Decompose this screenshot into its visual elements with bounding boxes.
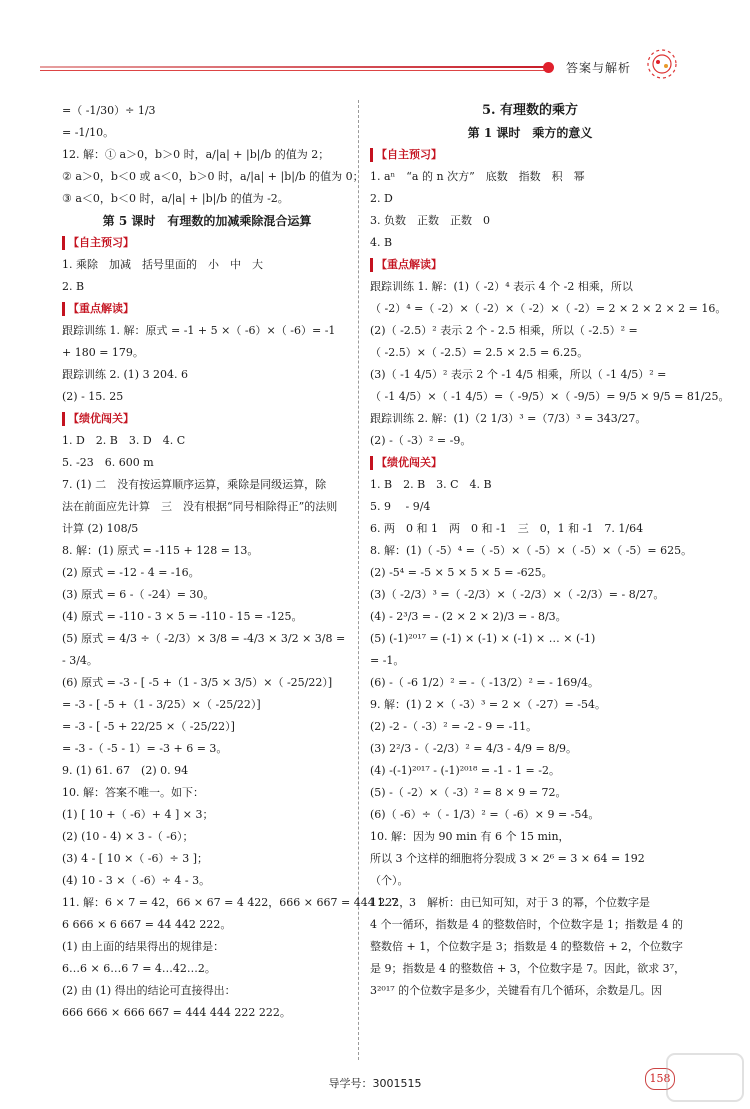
- lesson-title: 第 5 课时 有理数的加减乘除混合运算: [102, 214, 312, 228]
- answer-line: (4) -(-1)²⁰¹⁷ - (-1)²⁰¹⁸ = -1 - 1 = -2。: [370, 764, 560, 777]
- watermark-stamp-icon: [665, 1050, 745, 1105]
- lesson-title: 第 1 课时 乘方的意义: [467, 126, 593, 140]
- answer-line: 8. 解：(1) 原式 = -115 + 128 = 13。: [62, 544, 259, 557]
- answer-line: 9. (1) 61. 67 (2) 0. 94: [62, 764, 189, 777]
- header-bullet-icon: [543, 62, 554, 73]
- answer-line: （个）。: [370, 874, 409, 887]
- chapter-title: 5. 有理数的乘方: [481, 103, 579, 118]
- answer-line: （ -1 4/5）×（ -1 4/5）=（ -9/5）×（ -9/5）= 9/5 × 9/5 = 81/25。: [370, 390, 730, 403]
- footer-code: 导学号：3001515: [328, 1077, 422, 1090]
- answer-line: (4) - 2³/3 = - (2 × 2 × 2)/3 = - 8/3。: [370, 610, 567, 623]
- section-tag: 【绩优闯关】: [62, 412, 134, 426]
- answer-line: 跟踪训练 1. 解：原式 = -1 + 5 ×（ -6）×（ -6）= -1: [62, 324, 336, 337]
- answer-line: = -3 - [ -5 + 22/25 ×（ -25/22）]: [62, 720, 235, 733]
- section-tag-row: [62, 298, 352, 320]
- answer-line: （ -2）⁴ =（ -2）×（ -2）×（ -2）×（ -2）= 2 × 2 × 2 × 2 = 16。: [370, 302, 727, 315]
- answer-line: ② a＞0，b＜0 或 a＜0，b＞0 时，a/|a| + |b|/b 的值为 0；: [62, 170, 364, 183]
- answer-line: (1) 由上面的结果得出的规律是：: [62, 940, 225, 953]
- answer-line: 10. 解：因为 90 min 有 6 个 15 min，: [370, 830, 570, 843]
- answer-line: (1) [ 10 +（ -6）+ 4 ] × 3；: [62, 808, 214, 821]
- answer-line: 法在前面应先计算 三 没有根据“同号相除得正”的法则: [62, 500, 338, 513]
- answer-line: (5) (-1)²⁰¹⁷ = (-1) × (-1) × (-1) × … × (-1): [370, 632, 596, 645]
- flower-logo-icon: [640, 44, 684, 84]
- answer-line: = -1。: [370, 654, 405, 667]
- header-title: 答案与解析: [566, 61, 632, 75]
- answer-line: 计算 (2) 108/5: [62, 522, 139, 535]
- answer-line: (6) 原式 = -3 - [ -5 +（1 - 3/5 × 3/5）×（ -25/22）]: [62, 676, 333, 689]
- answer-line: 6 666 × 6 667 = 44 442 222。: [62, 918, 232, 931]
- answer-line: = -3 - [ -5 +（1 - 3/25）×（ -25/22）]: [62, 698, 261, 711]
- section-tag-row: [62, 232, 352, 254]
- section-tag-row: [62, 408, 352, 430]
- header-rule-thin: [40, 70, 545, 71]
- answer-line: (4) 10 - 3 ×（ -6）÷ 4 - 3。: [62, 874, 211, 887]
- section-tag: 【重点解读】: [370, 258, 442, 272]
- answer-line: (4) 原式 = -110 - 3 × 5 = -110 - 15 = -125。: [62, 610, 303, 623]
- section-tag: 【绩优闯关】: [370, 456, 442, 470]
- answer-line: （ -2.5）×（ -2.5）= 2.5 × 2.5 = 6.25。: [370, 346, 589, 359]
- answer-line: (2) -（ -3）² = -9。: [370, 434, 472, 447]
- section-tag-row: [370, 254, 690, 276]
- header-rule: [40, 66, 545, 68]
- answer-line: (2)（ -2.5）² 表示 2 个 - 2.5 相乘，所以（ -2.5）² =: [370, 324, 638, 337]
- answer-line: 3. 负数 正数 正数 0: [370, 214, 490, 227]
- answer-line: (3)（ -2/3）³ =（ -2/3）×（ -2/3）×（ -2/3）= - 8/27。: [370, 588, 665, 601]
- section-tag-row: [370, 452, 690, 474]
- answer-line: 7. (1) 二 没有按运算顺序运算，乘除是同级运算，除: [62, 478, 327, 491]
- answer-line: (3) 4 - [ 10 ×（ -6）÷ 3 ]；: [62, 852, 208, 865]
- answer-line: (2) 原式 = -12 - 4 = -16。: [62, 566, 200, 579]
- answer-line: + 180 = 179。: [62, 346, 144, 359]
- section-tag: 【自主预习】: [370, 148, 442, 162]
- answer-line: (2) (10 - 4) × 3 -（ -6）；: [62, 830, 194, 843]
- answer-line: 跟踪训练 1. 解：(1)（ -2）⁴ 表示 4 个 -2 相乘，所以: [370, 280, 633, 293]
- answer-line: (3) 原式 = 6 -（ -24）= 30。: [62, 588, 215, 601]
- answer-line: 1. 乘除 加减 括号里面的 小 中 大: [62, 258, 263, 271]
- answer-line: (2) -2 -（ -3）² = -2 - 9 = -11。: [370, 720, 538, 733]
- answer-line: (3) 2²/3 -（ -2/3）² = 4/3 - 4/9 = 8/9。: [370, 742, 577, 755]
- answer-line: 6. 两 0 和 1 两 0 和 -1 三 0，1 和 -1 7. 1/64: [370, 522, 644, 535]
- answer-line: (5) -（ -2）×（ -3）² = 8 × 9 = 72。: [370, 786, 567, 799]
- answer-line: 2. B: [62, 280, 85, 293]
- answer-line: 跟踪训练 2. 解：(1)（2 1/3）³ =（7/3）³ = 343/27。: [370, 412, 647, 425]
- answer-line: ③ a＜0，b＜0 时，a/|a| + |b|/b 的值为 -2。: [62, 192, 289, 205]
- answer-line: 整数倍 + 1，个位数字是 3；指数是 4 的整数倍 + 2，个位数字: [370, 940, 683, 953]
- answer-line: (2) 由 (1) 得出的结论可直接得出：: [62, 984, 236, 997]
- answer-line: 12. 解：① a＞0，b＞0 时，a/|a| + |b|/b 的值为 2；: [62, 148, 330, 161]
- column-divider: [358, 100, 359, 1060]
- answer-line: (6)（ -6）÷（ - 1/3）² =（ -6）× 9 = -54。: [370, 808, 600, 821]
- answer-line: 5. -23 6. 600 m: [62, 456, 154, 469]
- answer-line: 是 9；指数是 4 的整数倍 + 3，个位数字是 7。因此，欲求 3⁷，: [370, 962, 686, 975]
- answer-line: 666 666 × 666 667 = 444 444 222 222。: [62, 1006, 291, 1019]
- section-tag: 【重点解读】: [62, 302, 134, 316]
- answer-line: 1. B 2. B 3. C 4. B: [370, 478, 492, 491]
- answer-line: 跟踪训练 2. (1) 3 204. 6: [62, 368, 189, 381]
- section-tag-row: [370, 144, 690, 166]
- page-number: 158: [645, 1068, 675, 1090]
- answer-line: 4 个一循环，指数是 4 的整数倍时，个位数字是 1；指数是 4 的: [370, 918, 683, 931]
- answer-line: 8. 解：(1)（ -5）⁴ =（ -5）×（ -5）×（ -5）×（ -5）= 625。: [370, 544, 693, 557]
- answer-line: 1. aⁿ “a 的 n 次方” 底数 指数 积 幂: [370, 170, 585, 183]
- answer-line: 3²⁰¹⁷ 的个位数字是多少，关键看有几个循环，余数是几。因: [370, 984, 663, 997]
- answer-line: 11. 7 3 解析：由已知可知，对于 3 的幂，个位数字是: [370, 896, 650, 909]
- section-tag: 【自主预习】: [62, 236, 134, 250]
- answer-line: (2) - 15. 25: [62, 390, 124, 403]
- answer-line: (6) -（ -6 1/2）² = -（ -13/2）² = - 169/4。: [370, 676, 599, 689]
- right-column: [370, 100, 730, 1002]
- answer-line: 9. 解：(1) 2 ×（ -3）³ = 2 ×（ -27）= -54。: [370, 698, 606, 711]
- answer-line: 2. D: [370, 192, 393, 205]
- answer-line: 5. 9 - 9/4: [370, 500, 431, 513]
- answer-line: 11. 解：6 × 7 = 42，66 × 67 = 4 422，666 × 667 = 444 222，: [62, 896, 411, 909]
- answer-line: =（ -1/30）÷ 1/3: [62, 104, 156, 117]
- answer-line: 4. B: [370, 236, 393, 249]
- answer-line: 10. 解：答案不唯一。如下：: [62, 786, 204, 799]
- answer-line: 所以 3 个这样的细胞将分裂成 3 × 2⁶ = 3 × 64 = 192: [370, 852, 645, 865]
- answer-line: (3)（ -1 4/5）² 表示 2 个 -1 4/5 相乘，所以（ -1 4/5）² =: [370, 368, 667, 381]
- answer-line: - 3/4。: [62, 654, 98, 667]
- answer-line: (5) 原式 = 4/3 ÷（ -2/3）× 3/8 = -4/3 × 3/2 × 3/8 =: [62, 632, 346, 645]
- answer-line: 6…6 × 6…6 7 = 4…42…2。: [62, 962, 216, 975]
- answer-line: 1. D 2. B 3. D 4. C: [62, 434, 186, 447]
- answer-line: = -1/10。: [62, 126, 115, 139]
- answer-line: (2) -5⁴ = -5 × 5 × 5 × 5 = -625。: [370, 566, 553, 579]
- answer-line: = -3 -（ -5 - 1）= -3 + 6 = 3。: [62, 742, 228, 755]
